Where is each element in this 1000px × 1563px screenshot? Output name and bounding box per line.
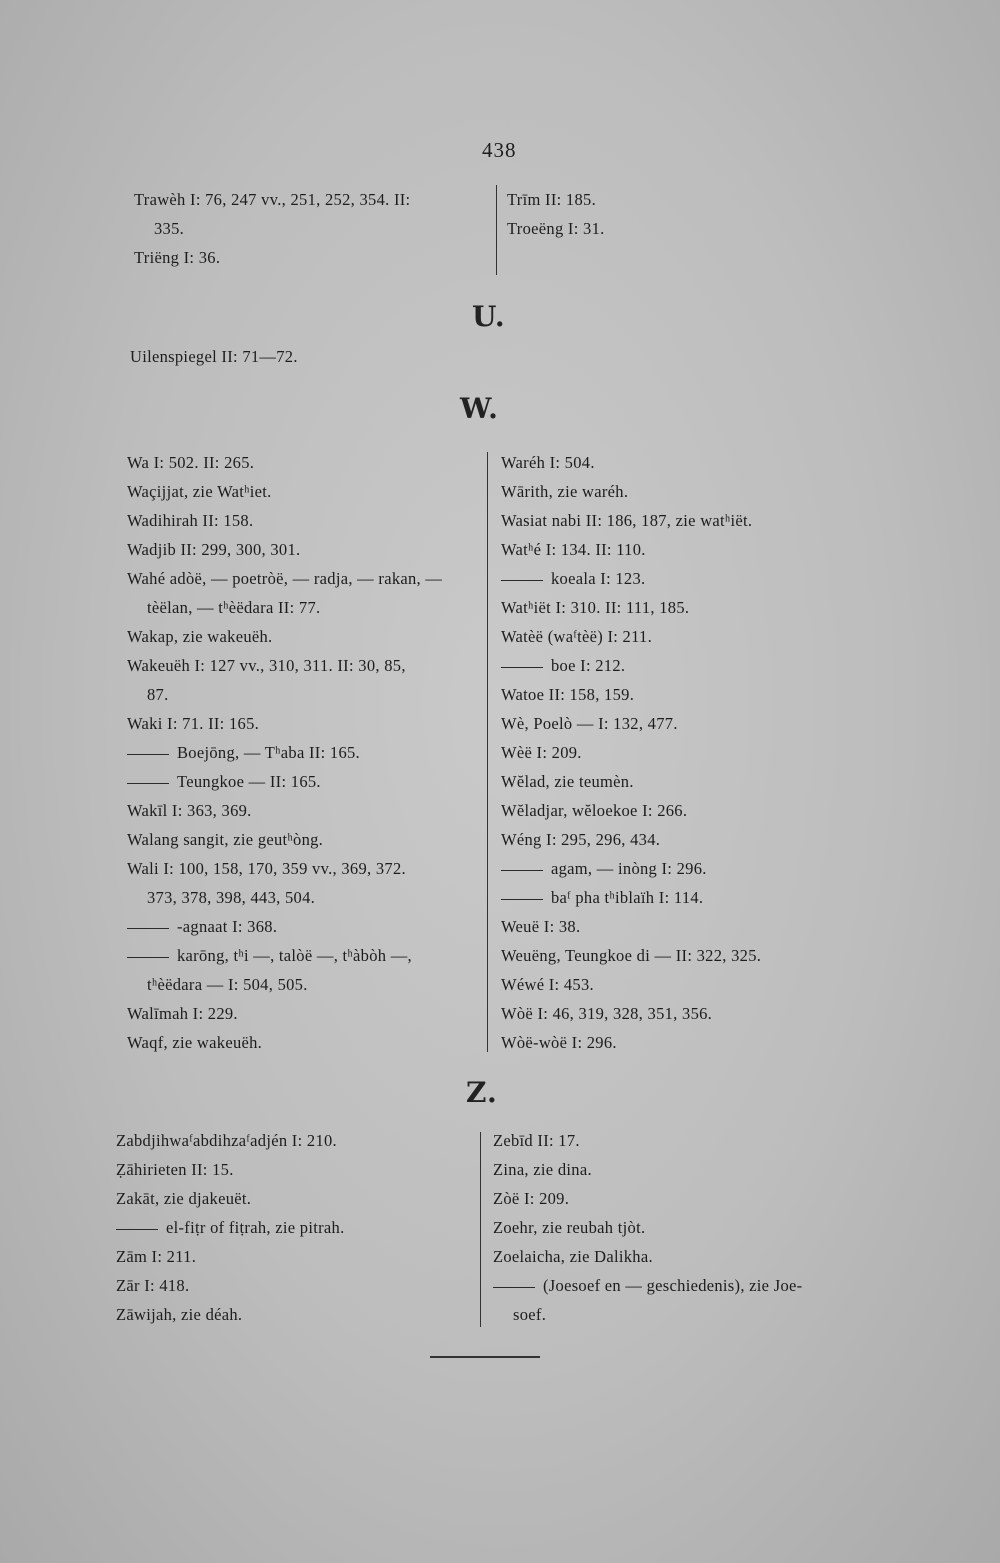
index-entry-text: Zòë I: 209. <box>493 1189 570 1208</box>
index-entry-text: Wĕladjar, wĕloekoe I: 266. <box>501 801 688 820</box>
index-entry <box>493 1184 802 1213</box>
index-entry <box>127 854 442 883</box>
index-entry <box>127 970 442 999</box>
index-entry <box>127 738 442 767</box>
index-column-t-left <box>134 185 410 272</box>
index-entry <box>134 185 410 214</box>
index-entry <box>127 912 442 941</box>
repeat-dash <box>116 1229 158 1230</box>
index-entry-text: Watʰiët I: 310. II: 111, 185. <box>501 598 690 617</box>
index-entry-text: Wa I: 502. II: 265. <box>127 453 255 472</box>
index-entry <box>493 1300 802 1329</box>
index-entry-text: Weuë I: 38. <box>501 917 581 936</box>
index-entry <box>493 1271 802 1300</box>
index-entry <box>493 1242 802 1271</box>
index-entry <box>501 651 761 680</box>
column-divider-w <box>487 452 488 1052</box>
index-entry <box>127 477 442 506</box>
index-entry-text: Walīmah I: 229. <box>127 1004 238 1023</box>
index-entry-text: Waqf, zie wakeuëh. <box>127 1033 263 1052</box>
repeat-dash <box>501 667 543 668</box>
index-entry <box>127 622 442 651</box>
index-entry-text: Wali I: 100, 158, 170, 359 vv., 369, 372. <box>127 859 406 878</box>
index-entry <box>501 999 761 1028</box>
index-entry <box>501 970 761 999</box>
repeat-dash <box>501 870 543 871</box>
index-entry <box>501 593 761 622</box>
index-entry-text: Wakap, zie wakeuëh. <box>127 627 273 646</box>
index-entry <box>116 1213 345 1242</box>
repeat-dash <box>493 1287 535 1288</box>
index-entry <box>501 912 761 941</box>
index-entry <box>501 680 761 709</box>
repeat-dash <box>127 957 169 958</box>
index-entry <box>493 1213 802 1242</box>
index-entry <box>493 1126 802 1155</box>
index-entry-text: Wè, Poelò — I: 132, 477. <box>501 714 678 733</box>
index-entry-text: Wòë-wòë I: 296. <box>501 1033 617 1052</box>
index-entry <box>507 214 605 243</box>
index-entry-text: Zāwijah, zie déah. <box>116 1305 243 1324</box>
column-divider-t <box>496 185 497 275</box>
index-entry-text: Zina, zie dina. <box>493 1160 592 1179</box>
index-entry-text: Watèë (waᶠtèë) I: 211. <box>501 627 653 646</box>
index-entry <box>127 796 442 825</box>
index-entry-text: Trawèh I: 76, 247 vv., 251, 252, 354. II: <box>134 190 411 209</box>
index-entry-text: soef. <box>513 1305 547 1324</box>
index-entry-text: Wasiat nabi II: 186, 187, zie watʰiët. <box>501 511 753 530</box>
index-entry <box>127 941 442 970</box>
repeat-dash <box>127 783 169 784</box>
index-entry-text: Wéwé I: 453. <box>501 975 594 994</box>
index-entry <box>501 1028 761 1057</box>
index-entry-text: Walang sangit, zie geutʰòng. <box>127 830 324 849</box>
repeat-dash <box>501 899 543 900</box>
index-entry <box>501 535 761 564</box>
repeat-dash <box>127 928 169 929</box>
index-entry <box>501 564 761 593</box>
index-entry <box>127 564 442 593</box>
index-entry <box>501 506 761 535</box>
index-entry <box>127 535 442 564</box>
index-entry-text: Wĕlad, zie teumèn. <box>501 772 634 791</box>
index-entry-text: Teungkoe — II: 165. <box>177 772 321 791</box>
section-heading-w: W. <box>460 392 499 425</box>
index-entry-text: Watoe II: 158, 159. <box>501 685 635 704</box>
index-entry <box>127 1028 442 1057</box>
index-entry-text: Zām I: 211. <box>116 1247 197 1266</box>
index-entry-text: 373, 378, 398, 443, 504. <box>147 888 316 907</box>
index-entry <box>493 1155 802 1184</box>
index-entry-text: Zabdjihwaᶠabdihzaᶠadjén I: 210. <box>116 1131 337 1150</box>
index-entry-text: Zoehr, zie reubah tjòt. <box>493 1218 646 1237</box>
index-entry-text: Uilenspiegel II: 71—72. <box>130 347 298 366</box>
repeat-dash <box>127 754 169 755</box>
index-entry <box>127 593 442 622</box>
index-entry-text: Zoelaicha, zie Dalikha. <box>493 1247 653 1266</box>
page-number: 438 <box>482 138 517 162</box>
section-heading-u: U. <box>472 300 506 333</box>
index-entry <box>501 796 761 825</box>
index-column-z-right <box>493 1126 802 1329</box>
index-entry-text: Wakeuëh I: 127 vv., 310, 311. II: 30, 85, <box>127 656 406 675</box>
index-entry <box>134 214 410 243</box>
index-entry-text: el-fiṭr of fiṭrah, zie pitrah. <box>166 1218 345 1237</box>
index-entry <box>501 709 761 738</box>
index-entry <box>116 1155 345 1184</box>
index-entry <box>501 941 761 970</box>
index-entry <box>116 1126 345 1155</box>
index-entry-text: Weuëng, Teungkoe di — II: 322, 325. <box>501 946 762 965</box>
index-column-z-left <box>116 1126 345 1329</box>
index-entry <box>127 825 442 854</box>
index-entry-text: baᶠ pha tʰiblaïh I: 114. <box>551 888 704 907</box>
index-entry-text: Zār I: 418. <box>116 1276 190 1295</box>
index-entry-text: 335. <box>154 219 185 238</box>
index-entry-text: tèëlan, — tʰèëdara II: 77. <box>147 598 321 617</box>
index-entry-text: -agnaat I: 368. <box>177 917 278 936</box>
index-entry <box>127 506 442 535</box>
index-entry <box>130 342 298 371</box>
index-entry-text: Troeëng I: 31. <box>507 219 605 238</box>
index-entry <box>507 185 605 214</box>
index-entry <box>501 883 761 912</box>
index-column-u-left <box>130 342 298 371</box>
index-entry-text: Ẓāhirieten II: 15. <box>116 1160 234 1179</box>
index-entry-text: karōng, tʰi —, talòë —, tʰàbòh —, <box>177 946 412 965</box>
index-entry <box>127 767 442 796</box>
index-entry-text: tʰèëdara — I: 504, 505. <box>147 975 308 994</box>
index-entry <box>127 680 442 709</box>
index-entry-text: Trīm II: 185. <box>507 190 597 209</box>
index-entry-text: Watʰé I: 134. II: 110. <box>501 540 646 559</box>
column-divider-z <box>480 1132 481 1327</box>
index-entry-text: Wahé adòë, — poetròë, — radja, — rakan, — <box>127 569 443 588</box>
index-entry-text: koeala I: 123. <box>551 569 646 588</box>
index-entry-text: Wadihirah II: 158. <box>127 511 254 530</box>
index-entry <box>501 448 761 477</box>
index-entry-text: Triëng I: 36. <box>134 248 221 267</box>
index-entry <box>116 1271 345 1300</box>
section-heading-z: Z. <box>466 1076 498 1109</box>
index-entry <box>127 651 442 680</box>
index-entry <box>501 622 761 651</box>
index-entry <box>501 767 761 796</box>
index-entry <box>116 1242 345 1271</box>
index-entry-text: Wārith, zie waréh. <box>501 482 629 501</box>
index-entry-text: Waçijjat, zie Watʰiet. <box>127 482 272 501</box>
index-entry <box>501 825 761 854</box>
repeat-dash <box>501 580 543 581</box>
index-entry <box>501 738 761 767</box>
index-entry <box>501 854 761 883</box>
index-entry-text: agam, — inòng I: 296. <box>551 859 707 878</box>
index-entry <box>116 1300 345 1329</box>
index-entry <box>127 709 442 738</box>
index-entry-text: Boejōng, — Tʰaba II: 165. <box>177 743 360 762</box>
index-entry <box>127 448 442 477</box>
index-column-w-left <box>127 448 442 1057</box>
index-entry-text: Wéng I: 295, 296, 434. <box>501 830 661 849</box>
index-entry-text: 87. <box>147 685 169 704</box>
index-entry <box>127 999 442 1028</box>
index-entry-text: Wakīl I: 363, 369. <box>127 801 252 820</box>
index-entry <box>134 243 410 272</box>
index-entry-text: Waréh I: 504. <box>501 453 595 472</box>
index-entry-text: Zakāt, zie djakeuët. <box>116 1189 252 1208</box>
index-entry-text: Wèë I: 209. <box>501 743 582 762</box>
end-rule <box>430 1356 540 1358</box>
index-entry-text: Waki I: 71. II: 165. <box>127 714 260 733</box>
index-entry <box>501 477 761 506</box>
index-entry-text: Wòë I: 46, 319, 328, 351, 356. <box>501 1004 713 1023</box>
index-entry-text: Wadjib II: 299, 300, 301. <box>127 540 301 559</box>
index-column-w-right <box>501 448 761 1057</box>
index-entry <box>127 883 442 912</box>
index-entry-text: (Joesoef en — geschiedenis), zie Joe- <box>543 1276 803 1295</box>
index-entry-text: Zebīd II: 17. <box>493 1131 580 1150</box>
index-column-t-right <box>507 185 605 243</box>
index-entry-text: boe I: 212. <box>551 656 626 675</box>
index-entry <box>116 1184 345 1213</box>
